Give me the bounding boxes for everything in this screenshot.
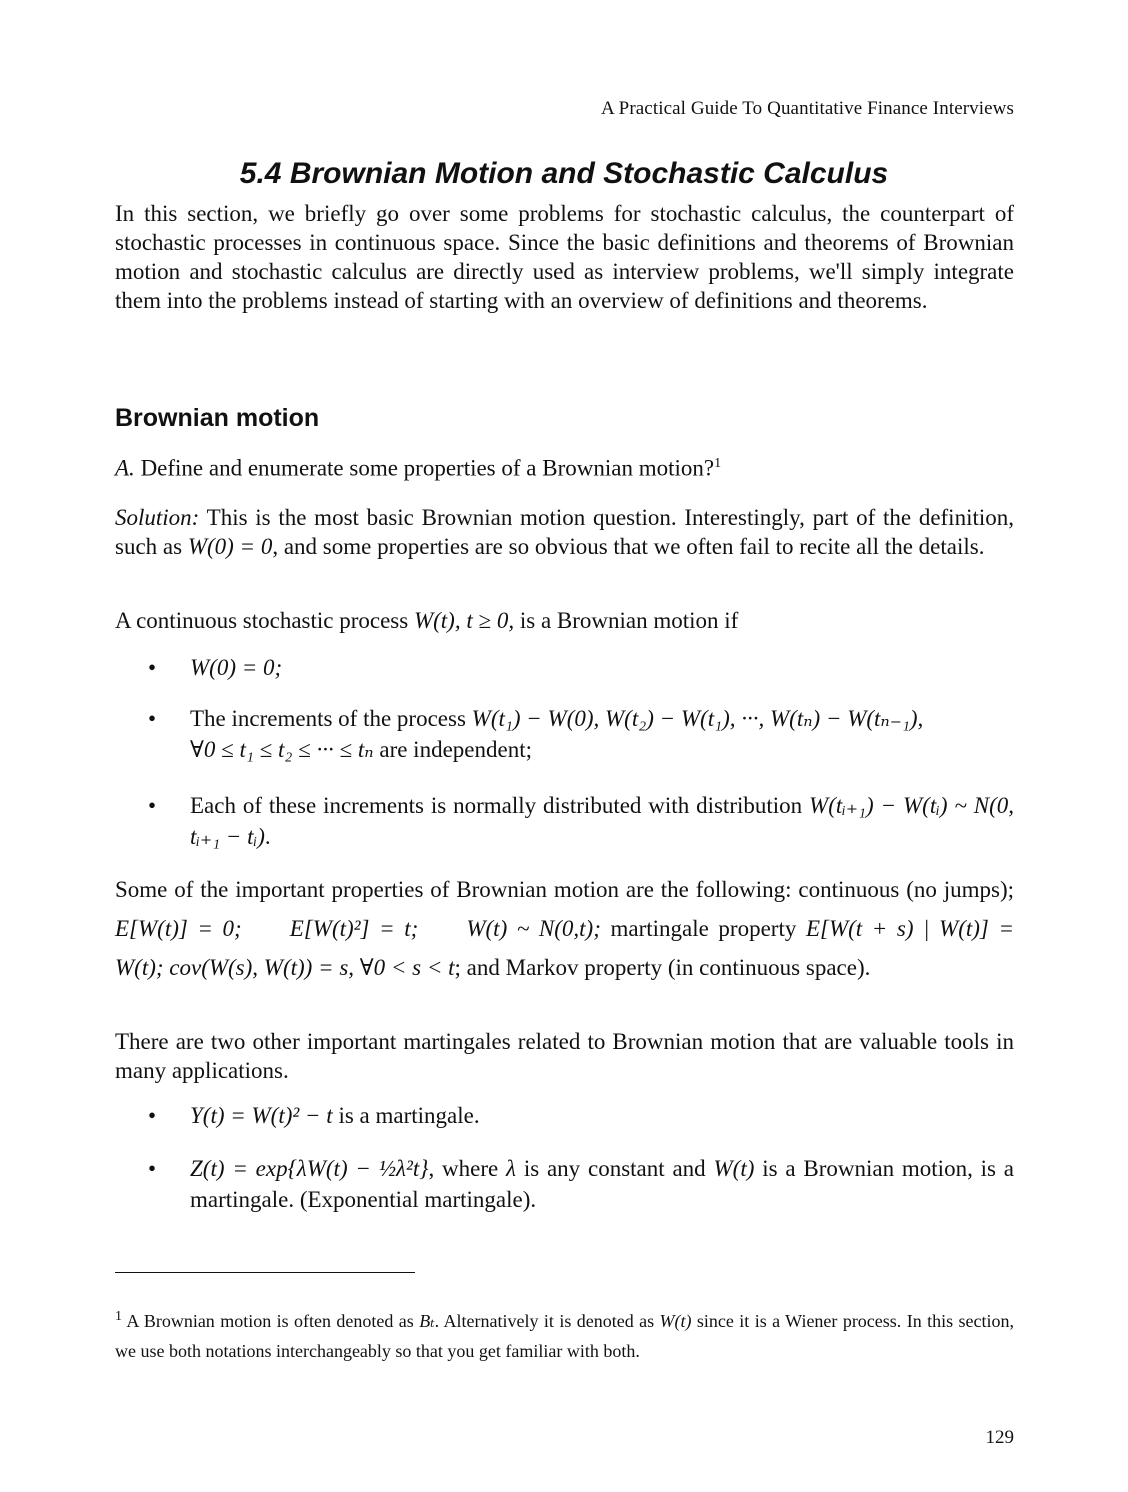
definition-list-distribution — [148, 790, 1014, 852]
definition-intro-math: W(t), t ≥ 0, — [413, 608, 515, 633]
bullet-icon: • — [148, 655, 157, 680]
definition-item-math: W(tᵢ₊₁) − W(tᵢ) ~ N(0, tᵢ₊₁ − tᵢ) — [190, 793, 1014, 849]
property-martingale: E[W(t + s) | W(t)] = W(t); — [115, 916, 1015, 980]
list-item — [148, 790, 1014, 852]
footnote-divider — [115, 1272, 415, 1273]
footnote-reference: 1 — [714, 456, 722, 471]
definition-list — [148, 652, 1014, 683]
footnote-text-part2: . Alternatively it is denoted as — [434, 1311, 660, 1331]
footnote-mark: 1 — [115, 1309, 122, 1324]
list-item — [148, 1153, 1014, 1215]
martingale-item-math: Z(t) = exp{λW(t) − ½λ²t} — [190, 1156, 429, 1181]
martingale-item-text-2: is any constant and — [516, 1156, 714, 1181]
definition-intro — [115, 606, 1014, 635]
subsection-heading: Brownian motion — [115, 404, 320, 432]
page-number: 129 — [985, 1427, 1014, 1448]
question-label: A. — [115, 455, 135, 481]
bullet-icon: • — [148, 1156, 157, 1181]
footnote-text-part3: since it is a Wiener process. In this section, we use both notations interchangeably so that you get familiar with both. — [115, 1311, 1014, 1361]
bullet-icon: • — [148, 1103, 157, 1128]
properties-paragraph — [115, 870, 1014, 987]
definition-item-math-condition: ∀0 ≤ t₁ ≤ t₂ ≤ ··· ≤ tₙ — [190, 737, 374, 762]
definition-item-text: Each of these increments is normally distributed with distribution — [190, 793, 810, 818]
section-title: 5.4 Brownian Motion and Stochastic Calculus — [239, 157, 889, 190]
bullet-icon: • — [148, 706, 157, 731]
property-covariance: cov(W(s), W(t)) = s, ∀0 < s < t — [169, 955, 455, 980]
list-item — [148, 1100, 1014, 1131]
martingales-intro-text: There are two other important martingales related to Brownian motion that are valuable tools in many applications. — [115, 1029, 1014, 1083]
definition-item-text: The increments of the process — [190, 706, 472, 731]
martingales-intro — [115, 1027, 1014, 1085]
question-text: Define and enumerate some properties of a Brownian motion? — [134, 455, 715, 481]
martingale-item-math: Y(t) = W(t)² − t — [190, 1103, 333, 1128]
solution-text-part1: This is the most basic Brownian motion question. Interestingly, part of the definition, such as — [115, 505, 1014, 559]
intro-text: In this section, we briefly go over some problems for stochastic calculus, the counterpart of stochastic processes in continuous space. Since the basic definitions and theorems of Brownian motion and stochastic calculus are directly used as interview problems, we'll simply integrate them into the problems instead of starting with an overview of definitions and theorems. — [115, 201, 1014, 313]
bullet-icon: • — [148, 793, 157, 818]
intro-paragraph — [115, 199, 1014, 315]
martingale-list — [148, 1100, 1014, 1131]
definition-intro-part2: is a Brownian motion if — [514, 608, 739, 633]
footnote-math-wt: W(t) — [659, 1311, 692, 1331]
footnote-math-bt: Bₜ — [419, 1311, 435, 1331]
list-item — [148, 703, 1014, 765]
property-distribution: W(t) ~ N(0,t); — [466, 916, 601, 941]
solution-label: Solution: — [115, 505, 200, 530]
solution-text-part2: , and some properties are so obvious that we often fail to recite all the details. — [272, 534, 985, 559]
properties-text-part1: Some of the important properties of Brownian motion are the following: continuous (no jumps); — [115, 877, 1014, 902]
running-header: A Practical Guide To Quantitative Finance Interviews — [601, 98, 1014, 119]
definition-list-increments — [148, 703, 1014, 765]
martingale-item-text: , where — [428, 1156, 507, 1181]
property-second-moment: E[W(t)²] = t; — [289, 916, 419, 941]
property-expectation: E[W(t)] = 0; — [115, 916, 242, 941]
definition-item-text-end: . — [264, 824, 271, 849]
martingale-item-text-3: is a Brownian motion, is a martingale. (Exponential martingale). — [190, 1156, 1015, 1212]
solution-math-w0: W(0) = 0 — [187, 534, 273, 559]
solution-paragraph — [115, 503, 1014, 561]
question-paragraph — [115, 449, 1014, 483]
footnote — [115, 1302, 1014, 1366]
definition-intro-part1: A continuous stochastic process — [115, 608, 414, 633]
definition-item-math: W(t₁) − W(0), W(t₂) − W(t₁), ···, W(tₙ) − W(tₙ₋₁), — [471, 706, 924, 731]
martingale-item-wt: W(t) — [713, 1156, 755, 1181]
properties-text-part2: martingale property — [600, 916, 806, 941]
martingale-list-exponential — [148, 1153, 1014, 1215]
martingale-item-lambda: λ — [506, 1156, 516, 1181]
definition-item-text-end: are independent; — [373, 737, 532, 762]
list-item — [148, 652, 1014, 683]
definition-item-math: W(0) = 0; — [190, 655, 283, 680]
footnote-text-part1: A Brownian motion is often denoted as — [122, 1311, 420, 1331]
martingale-item-text: is a martingale. — [332, 1103, 480, 1128]
properties-text-part3: ; and Markov property (in continuous space). — [454, 955, 871, 980]
